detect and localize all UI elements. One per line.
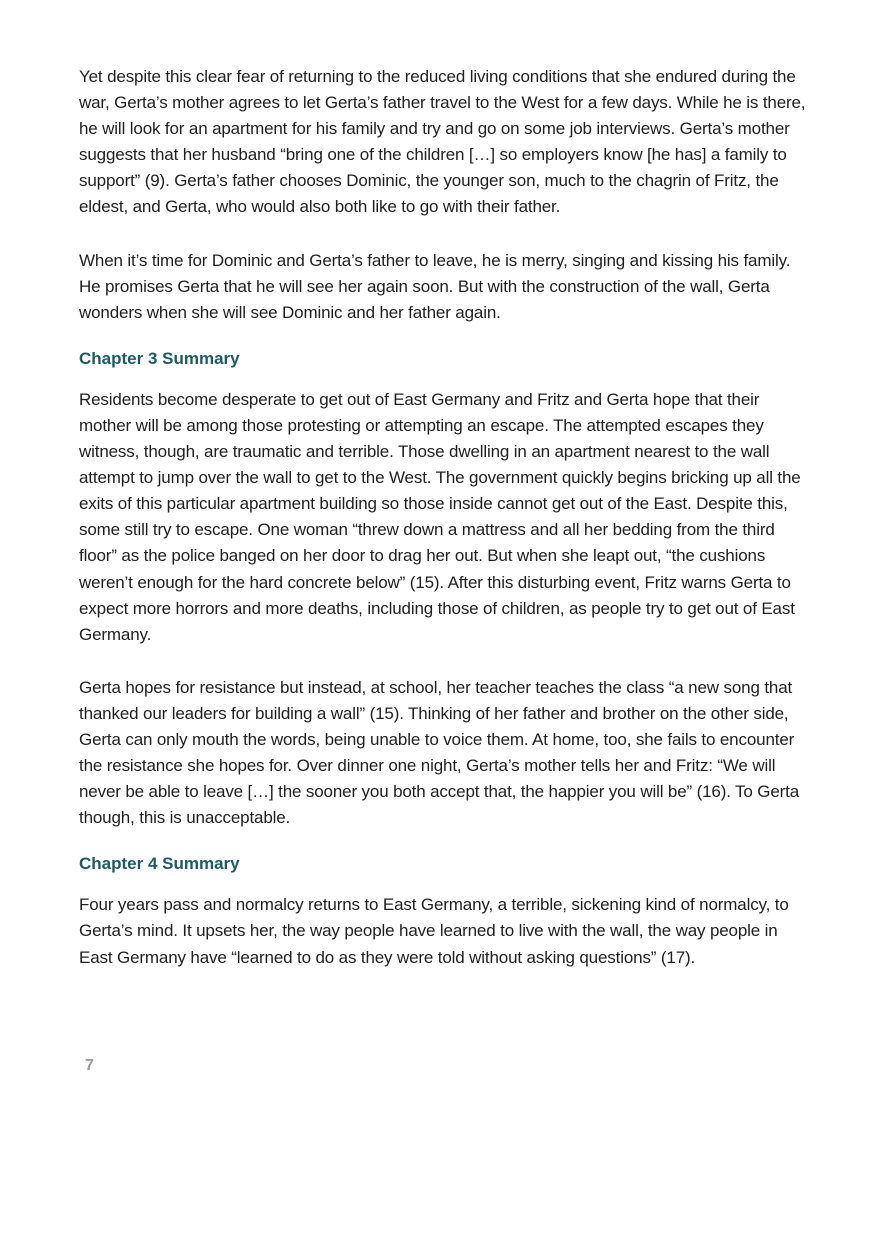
chapter-4-heading: Chapter 4 Summary	[79, 854, 240, 874]
body-paragraph: Residents become desperate to get out of East Germany and Fritz and Gerta hope that their mother will be among those protesting or attempting an escape. The attempted escapes they witness, though, are traumatic and terrible. Those dwelling in an apartment nearest to the wall attempt to jump over the wall to get to the West. The government quickly begins bricking up all the exits of this particular apartment building so those inside cannot get out of the East. Despite this, some still try to escape. One woman “threw down a mattress and all her bedding from the third floor” as the police banged on her door to drag her out. But when she leapt out, “the cushions weren’t enough for the hard concrete below” (15). After this disturbing event, Fritz warns Gerta to expect more horrors and more deaths, including those of children, as people try to get out of East Germany.	[79, 389, 801, 644]
body-paragraph: Yet despite this clear fear of returning to the reduced living conditions that she endured during the war, Gerta’s mother agrees to let Gerta’s father travel to the West for a few days. While he is there, he will look for an apartment for his family and try and go on some job interviews. Gerta’s mother suggests that her husband “bring one of the children […] so employers know [he has] a family to support” (9). Gerta’s father chooses Dominic, the younger son, much to the chagrin of Fritz, the eldest, and Gerta, who would also both like to go with their father.	[79, 67, 806, 217]
document-page	[79, 64, 813, 971]
body-paragraph: Gerta hopes for resistance but instead, at school, her teacher teaches the class “a new song that thanked our leaders for building a wall” (15). Thinking of her father and brother on the other side, Gerta can only mouth the words, being unable to voice them. At home, too, she fails to encounter the resistance she hopes for. Over dinner one night, Gerta’s mother tells her and Fritz: “We will never be able to leave […] the sooner you both accept that, the happier you will be” (16). To Gerta though, this is unacceptable.	[79, 677, 800, 828]
body-paragraph: When it’s time for Dominic and Gerta’s father to leave, he is merry, singing and kissing his family. He promises Gerta that he will see her again soon. But with the construction of the wall, Gerta wonders when she will see Dominic and her father again.	[79, 250, 791, 322]
body-paragraph: Four years pass and normalcy returns to East Germany, a terrible, sickening kind of normalcy, to Gerta’s mind. It upsets her, the way people have learned to live with the wall, the way people in East Germany have “learned to do as they were told without asking questions” (17).	[79, 895, 789, 967]
chapter-3-heading: Chapter 3 Summary	[79, 348, 240, 368]
page-number: 7	[85, 1057, 94, 1074]
